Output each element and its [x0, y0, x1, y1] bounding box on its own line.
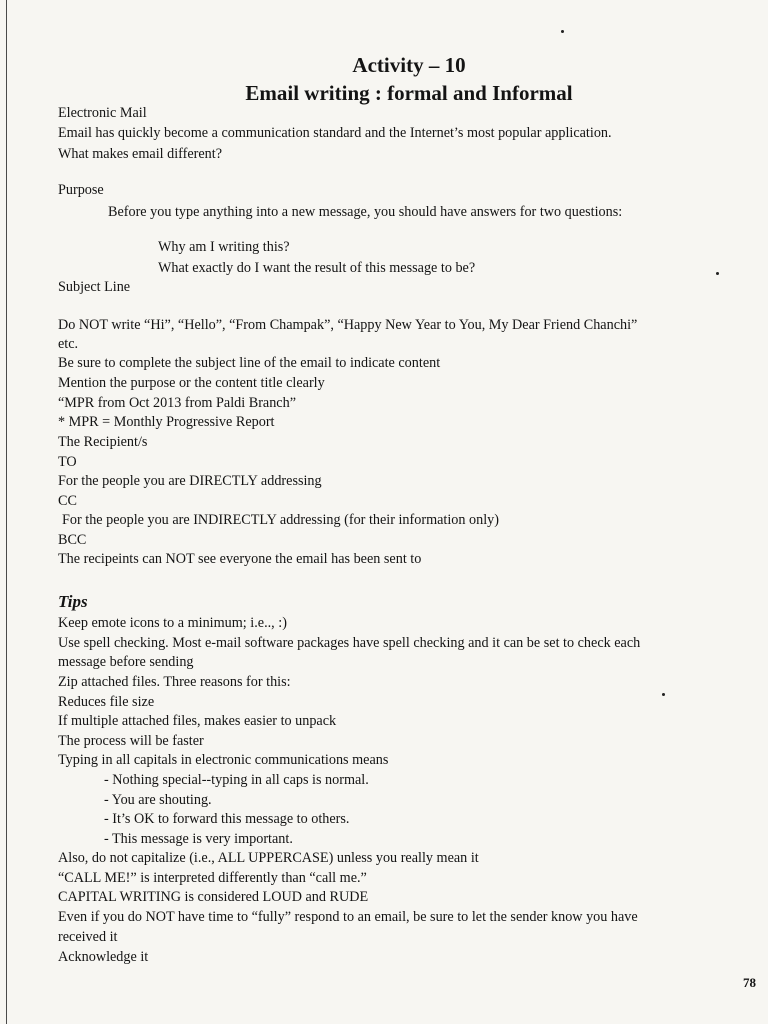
text-line: BCC [58, 532, 87, 548]
text-line: “CALL ME!” is interpreted differently than “call me.” [58, 870, 367, 886]
text-line: Reduces file size [58, 694, 155, 710]
text-line: Even if you do NOT have time to “fully” respond to an email, be sure to let the sender know you have [58, 909, 638, 925]
text-line: Also, do not capitalize (i.e., ALL UPPERCASE) unless you really mean it [58, 850, 479, 866]
page-title: Email writing : formal and Informal [245, 81, 573, 105]
text-line: If multiple attached files, makes easier to unpack [58, 713, 337, 729]
text-line: Do NOT write “Hi”, “Hello”, “From Champak”, “Happy New Year to You, My Dear Friend Chanchi” [58, 317, 638, 333]
scan-speck [561, 30, 564, 33]
activity-heading: Activity – 10 [352, 53, 466, 77]
scan-speck [662, 693, 665, 696]
text-line: Before you type anything into a new message, you should have answers for two questions: [108, 204, 623, 220]
text-line: The process will be faster [58, 733, 204, 749]
scan-speck [716, 272, 719, 275]
page-edge-line [6, 0, 7, 1024]
text-line: Email has quickly become a communication standard and the Internet’s most popular application. [58, 125, 612, 141]
question-line: What exactly do I want the result of this message to be? [158, 260, 476, 276]
text-line: Zip attached files. Three reasons for this: [58, 674, 291, 690]
text-line: CAPITAL WRITING is considered LOUD and RUDE [58, 889, 369, 905]
text-line: What makes email different? [58, 146, 223, 162]
text-line: received it [58, 929, 118, 945]
text-line: The recipeints can NOT see everyone the email has been sent to [58, 551, 422, 567]
section-heading-electronic-mail: Electronic Mail [58, 105, 147, 121]
text-line: Mention the purpose or the content title clearly [58, 375, 325, 391]
section-heading-subject-line: Subject Line [58, 279, 131, 295]
section-heading-recipients: The Recipient/s [58, 434, 148, 450]
page-number: 78 [743, 975, 756, 990]
text-line: Keep emote icons to a minimum; i.e.., :) [58, 615, 287, 631]
option-line: - It’s OK to forward this message to others. [104, 811, 350, 827]
option-line: - You are shouting. [104, 792, 212, 808]
option-line: - Nothing special--typing in all caps is normal. [104, 772, 369, 788]
text-line: Acknowledge it [58, 949, 149, 965]
section-heading-purpose: Purpose [58, 182, 104, 198]
text-line: For the people you are DIRECTLY addressing [58, 473, 322, 489]
text-line: message before sending [58, 654, 194, 670]
text-line: * MPR = Monthly Progressive Report [58, 414, 275, 430]
text-line: TO [58, 454, 77, 470]
text-line: For the people you are INDIRECTLY addressing (for their information only) [62, 512, 499, 528]
text-line: “MPR from Oct 2013 from Paldi Branch” [58, 395, 296, 411]
text-line: CC [58, 493, 77, 509]
text-line: Use spell checking. Most e-mail software packages have spell checking and it can be set to check each [58, 635, 641, 651]
text-line: Be sure to complete the subject line of the email to indicate content [58, 355, 441, 371]
section-heading-tips: Tips [58, 592, 88, 611]
question-line: Why am I writing this? [158, 239, 290, 255]
text-line: etc. [58, 336, 79, 352]
text-line: Typing in all capitals in electronic communications means [58, 752, 389, 768]
option-line: - This message is very important. [104, 831, 293, 847]
